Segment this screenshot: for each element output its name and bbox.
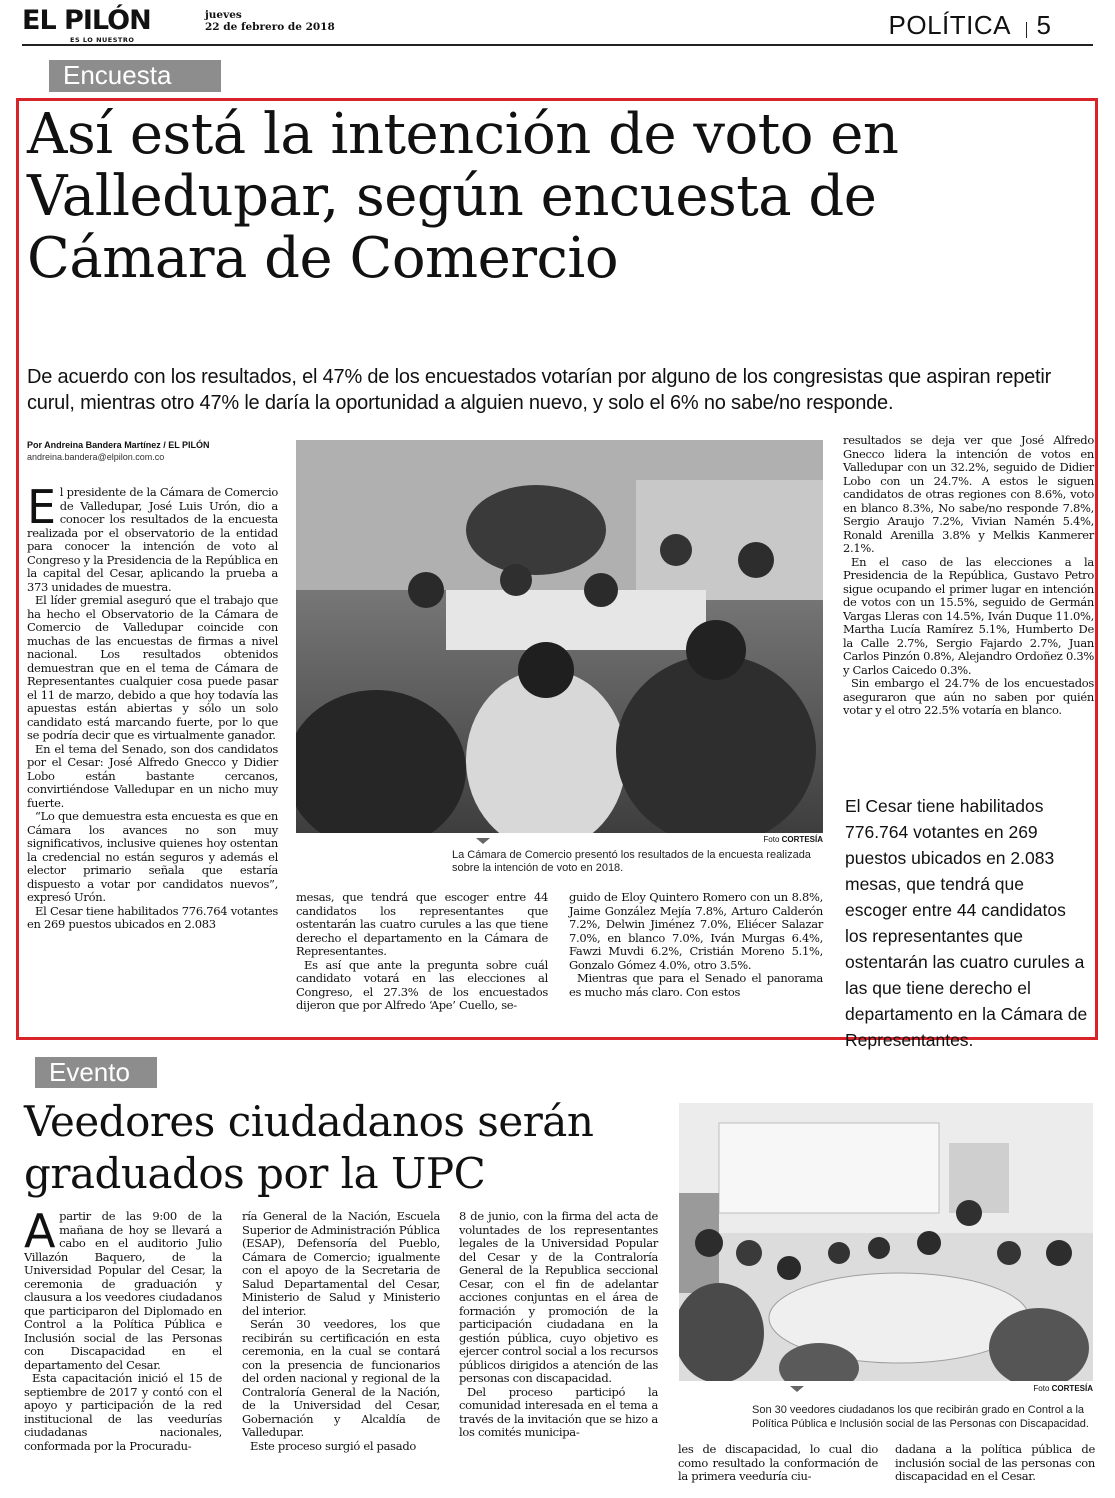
section-name: POLÍTICA — [888, 10, 1011, 40]
pull-quote: El Cesar tiene habilitados 776.764 votantes en 269 puestos ubicados en 2.083 mesas, que tendrá que escoger entre 44 candidatos los representantes que ostentarán las cuatro curules a las que tiene derecho el departamento en la Cámara de Representantes. — [845, 796, 1088, 1050]
paragraph: partir de las 9:00 de la mañana de hoy se llevará a cabo en el auditorio Julio Villazón Baquero, de la Universidad Popular del Cesar, la ceremonia de graduación y clausura a los veedores ciudadanos que participaron del Diplomado en Control a la Política Pública e Inclusión social de las Personas con Discapacidad en el departamento del Cesar. — [24, 1209, 222, 1372]
article2-column-3 — [459, 1210, 658, 1440]
photo-credit-prefix: Foto — [763, 835, 780, 844]
paragraph: Serán 30 veedores, los que recibirán su certificación en esta ceremonia, en la cual se contará con la presencia de funcionarios del orden nacional y regional de la Contraloría General de la Nación, de la Universidad del Cesar, Gobernación y Alcaldía de Valledupar. — [242, 1317, 440, 1439]
article2-column-2 — [242, 1210, 440, 1453]
paragraph: Mientras que para el Senado el panorama es mucho más claro. Con estos — [569, 971, 823, 999]
logo-text: EL PILÓN — [22, 5, 151, 36]
photo-credit-name: CORTESÍA — [1051, 1384, 1093, 1393]
photo-credit-2 — [970, 1384, 1093, 1394]
article-column-1 — [27, 480, 278, 932]
article-column-4 — [843, 434, 1094, 718]
paragraph: 8 de junio, con la firma del acta de voluntades de los representantes legales de la Universidad Popular del Cesar y de la Contraloría General de la Republica seccional Cesar, con el fin de adelantar acciones conjuntas en el área de formación y promoción de la participación ciudadana en la gestión pública, cuyo objetivo es ejercer control social a los recursos públicos dirigidos a atención de las personas con discapacidad. — [459, 1209, 658, 1385]
paragraph: Este proceso surgió el pasado — [250, 1438, 417, 1453]
photo-credit — [700, 835, 823, 845]
paragraph: dadana a la política pública de inclusión social de las personas con discapacidad en el Cesar. — [895, 1442, 1095, 1483]
author-email: andreina.bandera@elpilon.com.co — [27, 452, 165, 462]
paragraph: En el tema del Senado, son dos candidatos por el Cesar: José Alfredo Gnecco y Didier Lobo están bastante cercanos, convirtiéndose Valledupar en un nicho muy fuerte. — [27, 741, 278, 810]
masthead-rule — [22, 44, 1093, 46]
paragraph: ría General de la Nación, Escuela Superior de Administración Pública (ESAP), Defensoría del Pueblo, Cámara de Comercio; igualmente con el apoyo de la Secretaria de Salud Departamental del Cesar, Ministerio de Salud y Ministerio del interior. — [242, 1209, 440, 1318]
dropcap: A — [24, 1204, 56, 1258]
byline: Por Andreina Bandera Martínez / EL PILÓN — [27, 440, 210, 450]
page-number: 5 — [1036, 10, 1051, 40]
caption-arrow-icon — [476, 838, 490, 844]
issue-day: jueves — [205, 9, 242, 21]
issue-date — [205, 9, 335, 33]
masthead-logo — [22, 6, 194, 44]
article2-photo-workshop — [679, 1103, 1093, 1381]
article-deck: De acuerdo con los resultados, el 47% de los encuestados votarían por alguno de los congresistas que aspiran repetir curul, mientras otro 47% le daría la oportunidad a alguien nuevo, y solo el 6% no sabe/no responde. — [27, 366, 1052, 414]
dropcap: E — [27, 480, 56, 534]
photo-credit-prefix: Foto — [1033, 1384, 1050, 1393]
article-headline: Así está la intención de voto en Valledupar, según encuesta de Cámara de Comercio — [27, 102, 899, 291]
article2-column-1 — [24, 1204, 222, 1453]
article-headline-2: Veedores ciudadanos serán graduados por la UPC — [24, 1097, 594, 1198]
paragraph: resultados se deja ver que José Alfredo Gnecco lidera la intención de votos en Valledupar con un 32.2%, seguido de Didier Lobo con un 24.7%. A estos le siguen candidatos de otras regiones con 8.6%, voto en blanco 8.3%, No sabe/no responde 7.8%, Sergio Araujo 7.2%, Vivian Namén 5.4%, Ronald Arenilla 3.8% y Melkis Kanmerer 2.1%. — [843, 433, 1094, 555]
article-tag-encuesta: Encuesta — [49, 60, 221, 92]
paragraph: Sin embargo el 24.7% de los encuestados aseguraron que aún no saben por quién votar y el otro 22.5% votaría en blanco. — [843, 676, 1094, 717]
article2-column-5 — [895, 1443, 1095, 1484]
photo-caption-2: Son 30 veedores ciudadanos los que recibirán grado en Control a la Política Pública e Inclusión social de las Personas con Discapacidad. — [752, 1404, 1089, 1430]
issue-date-text: 22 de febrero de 2018 — [205, 21, 335, 33]
paragraph: mesas, que tendrá que escoger entre 44 candidatos los representantes que ostentarán las cuatro curules a las que tiene derecho el departamento en la Cámara de Representantes. — [296, 890, 548, 958]
photo-illustration — [296, 440, 823, 833]
paragraph: Esta capacitación inició el 15 de septiembre de 2017 y contó con el apoyo y participación de la red institucional de las veedurías ciudadanas nacionales, conformada por la Procuradu- — [24, 1371, 222, 1453]
photo-credit-name: CORTESÍA — [781, 835, 823, 844]
paragraph: Es así que ante la pregunta sobre cuál candidato votará en las elecciones al Congreso, el 27.3% de los encuestados dijeron que por Alfredo ‘Ape’ Cuello, se- — [296, 957, 548, 1012]
photo-caption: La Cámara de Comercio presentó los resultados de la encuesta realizada sobre la intención de voto en 2018. — [452, 849, 811, 874]
paragraph: “Lo que demuestra esta encuesta es que en Cámara los avances no son muy significativos, inclusive quienes hoy ostentan la credencial no están seguros y además el elector primario señala que estaría dispuesto a votar por candidatos nuevos”, expresó Urón. — [27, 809, 278, 904]
paragraph: En el caso de las elecciones a la Presidencia de la República, Gustavo Petro sigue ocupando el primer lugar en intención de votos con un 15.5%, seguido de Germán Vargas Lleras con 14.5%, Iván Duque 11.0%, Martha Lucía Ramírez 5.1%, Humberto De la Calle 2.7%, Sergio Fajardo 2.7%, Juan Carlos Pinzón 0.8%, Alejandro Ordoñez 0.3% y Carlos Caicedo 0.3%. — [843, 554, 1094, 677]
paragraph: les de discapacidad, lo cual dio como resultado la conformación de la primera veeduría ciu- — [678, 1442, 878, 1483]
article2-column-4 — [678, 1443, 878, 1484]
caption-arrow-icon — [790, 1386, 804, 1392]
paragraph: l presidente de la Cámara de Comercio de Valledupar, José Luis Urón, dio a conocer los resultados de la encuesta realizada por el observatorio de la entidad para conocer la intención de voto al Congreso y la Presidencia de la República en la capital del Cesar, aplicando la prueba a 373 unidades de muestra. — [27, 485, 278, 594]
paragraph: El Cesar tiene habilitados 776.764 votantes en 269 puestos ubicados en 2.083 — [27, 903, 278, 931]
article-tag-evento: Evento — [35, 1057, 157, 1088]
article-column-3 — [569, 891, 823, 999]
article-photo-conference — [296, 440, 823, 833]
article-column-2 — [296, 891, 548, 1013]
paragraph: guido de Eloy Quintero Romero con un 8.8%, Jaime González Mejía 7.8%, Arturo Calderón 7.2%, Delwin Jiménez 7.0%, Eliécer Salazar 7.0%, en blanco 7.0%, Iván Murgas 6.4%, Fawzi Muvdi 6.2%, Cristián Moreno 5.1%, Gonzalo Gómez 4.0%, otro 3.5%. — [569, 890, 823, 972]
photo-illustration — [679, 1103, 1093, 1381]
paragraph: El líder gremial aseguró que el trabajo que ha hecho el Observatorio de la Cámara de Comercio de Valledupar coincide con muchas de las encuestas de firmas a nivel nacional. Los resultados obtenidos demuestran que en el tema de Cámara de Representantes cualquier cosa puede pasar el 11 de marzo, debido a que hoy todavía las apuestas están abiertas y sólo un solo candidato está marcando fuerte, por lo que se podría decir que es virtualmente ganador. — [27, 593, 278, 742]
logo-tagline: ES LO NUESTRO — [70, 36, 135, 44]
page-divider — [1026, 22, 1027, 38]
paragraph: Del proceso participó la comunidad interesada en el tema a través de la invitación que se hizo a los comités municipa- — [459, 1384, 658, 1439]
